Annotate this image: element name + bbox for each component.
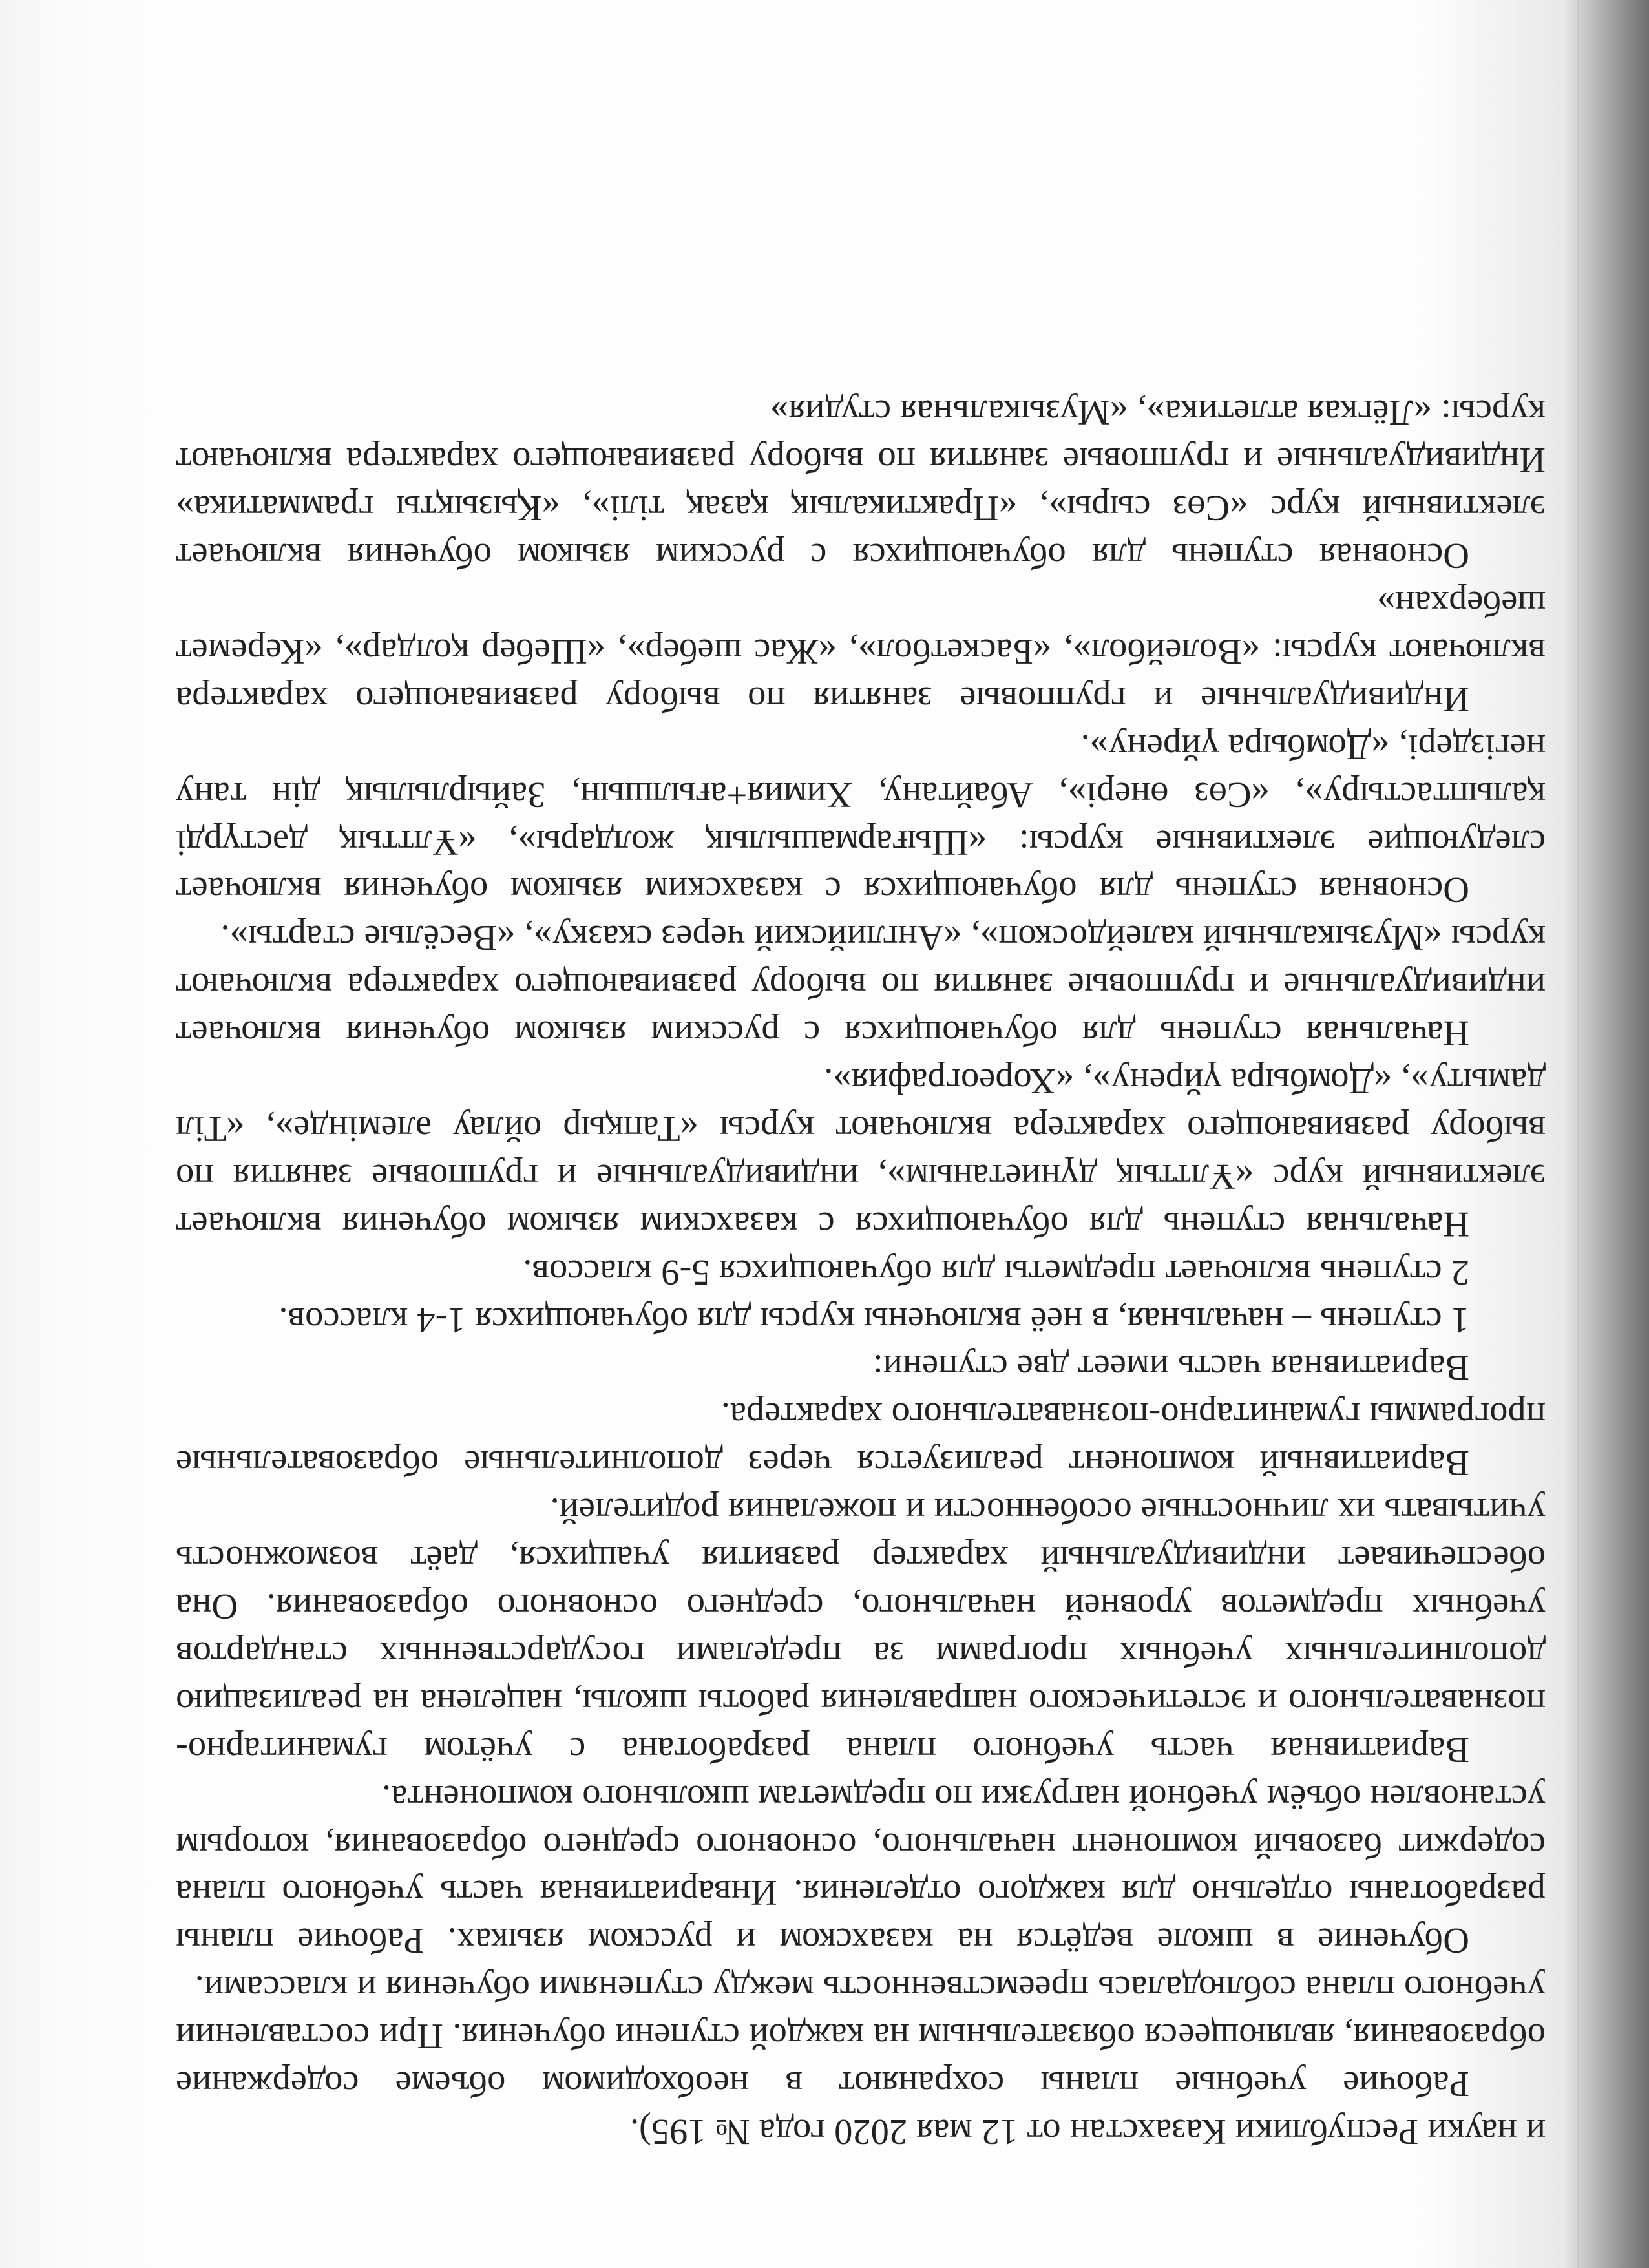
paragraph-basic-russian: Основная ступень для обучающихся с русским языком обучения включает элективный курс «Сөз сыры», «Практикалық қазақ тілі», «Қызықты грамматика» Индивидуальные и групповые занятия по выбору развивающего характера включают курсы: «Лёгкая атлетика», «Музыкальная студия» xyxy=(176,392,1546,576)
paragraph-languages: Обучение в школе ведётся на казахском и русском языках. Рабочие планы разработаны отдельно для каждого отделения. Инвариативная часть учебного плана содержит базовый компонент начального, основного среднего образования, которым установлен объём учебной нагрузки по предметам школьного компонента. xyxy=(176,1777,1546,1961)
paragraph-variative-part: Вариативная часть учебного плана разработана с учётом гуманитарно-познавательного и эстетического направления работы школы, нацелена на реализацию дополнительных учебных программ за пределами государственных стандартов учебных предметов уровней начального, среднего основного образования. Она обеспечивает индивидуальный характер развития учащихся, даёт возможность учитывать их личностные особенности и пожелания родителей. xyxy=(176,1491,1546,1770)
paragraph-two-stages: Вариативная часть имеет две ступени: xyxy=(872,1347,1469,1388)
paragraph-curricula-content: Рабочие учебные планы сохраняют в необходимом объеме содержание образования, являющееся обязательным на каждой ступени обучения. При составлении учебного плана соблюдалась преемственность между ступенями обучения и классами. xyxy=(176,1968,1546,2105)
paragraph-individual-group: Индивидуальные и групповые занятия по выбору развивающего характера включают курсы: «Волейбол», «Баскетбол», «Жас шебер», «Шебер қолдар», «Керемет шеберхан» xyxy=(176,583,1546,719)
paragraph-basic-kazakh: Основная ступень для обучающихся с казахским языком обучения включает следующие элективные курсы: «Шығармашылық жолдары», «Ұлттық дәстүрді қалыптастыру», «Сөз өнері», Абайтану, Химия+ағылшын, Зайырлылық дін тану негіздері, «Домбыра үйрену». xyxy=(176,726,1546,910)
paragraph-stage-1: 1 ступень – начальная, в неё включены курсы для обучающихся 1-4 классов. xyxy=(278,1299,1469,1340)
document-text xyxy=(176,388,1546,2155)
paragraph-continuation: и науки Республики Казахстан от 12 мая 2020 года № 195). xyxy=(629,2112,1546,2152)
paragraph-primary-russian: Начальная ступень для обучающихся с русским языком обучения включает индивидуальные и групповые занятия по выбору развивающего характера включают курсы «Музыкальный калейдоскоп», «Английский через сказку», «Весёлые старты». xyxy=(176,918,1546,1054)
paragraph-stage-2: 2 ступень включает предметы для обучающихся 5-9 классов. xyxy=(523,1252,1469,1292)
paragraph-primary-kazakh: Начальная ступень для обучающихся с казахским языком обучения включает элективный курс «Ұлттық дүниетаным», индивидуальные и групповые занятия по выбору развивающего характера включают курсы «Тапқыр ойлау әлемінде», «Тіл дамыту», «Домбыра үйрену», «Хореография». xyxy=(176,1061,1546,1244)
paragraph-variative-component: Вариативный компонент реализуется через дополнительные образовательные программы гуманитарно-познавательного характера. xyxy=(176,1395,1546,1484)
